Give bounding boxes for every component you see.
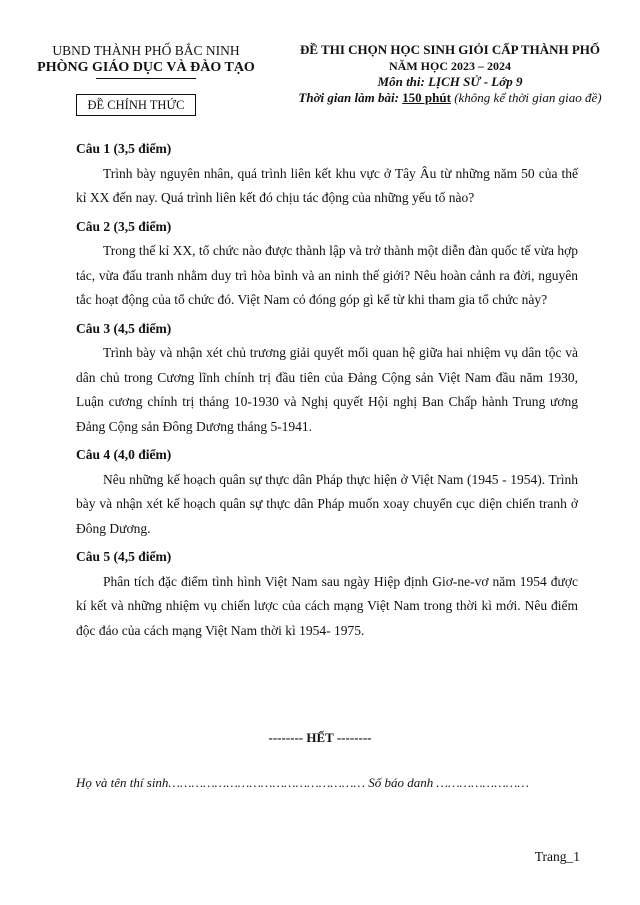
issuer-underline — [96, 78, 196, 79]
subject-prefix: Môn thi: — [377, 74, 425, 89]
question-body: Nêu những kế hoạch quân sự thực dân Pháp thực hiện ở Việt Nam (1945 - 1954). Trình bày và nhận xét kế hoạch quân sự thực dân Pháp muốn xoay chuyển cục diện chiến tranh ở Đông Dương. — [76, 471, 578, 536]
issuer-line-2: PHÒNG GIÁO DỤC VÀ ĐÀO TẠO — [37, 60, 255, 75]
exam-title: ĐỀ THI CHỌN HỌC SINH GIỎI CẤP THÀNH PHỐ — [299, 42, 600, 57]
questions-section — [76, 137, 578, 647]
subject-name: LỊCH SỬ - Lớp 9 — [428, 74, 523, 89]
question-body: Trong thế kỉ XX, tổ chức nào được thành lập và trở thành một diễn đàn quốc tế vừa hợp tác, vừa đấu tranh nhằm duy trì hòa bình và an ninh thế giới? Nêu hoàn cảnh ra đời, nguyên tắc hoạt động của tổ chức đó. Việt Nam có đóng góp gì kể từ khi tham gia tổ chức này? — [76, 243, 578, 307]
question-title: Câu 2 (3,5 điểm) — [76, 218, 172, 234]
time-value: 150 phút — [402, 90, 451, 105]
subject-line — [270, 74, 630, 90]
issuer-line-1: UBND THÀNH PHỐ BẮC NINH — [52, 43, 240, 58]
question-body: Phân tích đặc điểm tình hình Việt Nam sau ngày Hiệp định Giơ-ne-vơ năm 1954 được kí kết và những nhiệm vụ chiến lược của cách mạng Việt Nam trong thời kì mới. Nêu điểm độc đáo của cách mạng Việt Nam thời kì 1954- 1975. — [76, 573, 578, 638]
exam-title-block — [270, 42, 630, 106]
official-badge: ĐỀ CHÍNH THỨC — [76, 94, 196, 116]
question-body: Trình bày nguyên nhân, quá trình liên kết khu vực ở Tây Âu từ những năm 50 của thế kỉ XX đến nay. Quá trình liên kết đó chịu tác động của những yếu tố nào? — [76, 165, 578, 205]
time-prefix: Thời gian làm bài: — [298, 90, 399, 105]
time-note: (không kể thời gian giao đề) — [454, 90, 602, 105]
question-body: Trình bày và nhận xét chủ trương giải quyết mối quan hệ giữa hai nhiệm vụ dân tộc và dân chủ trong Cương lĩnh chính trị đầu tiên của Đảng Cộng sản Việt Nam đầu năm 1930, Luận cương chính trị tháng 10-1930 và Nghị quyết Hội nghị Ban Chấp hành Trung ương Đảng Cộng sản Đông Dương tháng 5-1941. — [76, 345, 578, 434]
question-title: Câu 5 (4,5 điểm) — [76, 549, 172, 564]
school-year: NĂM HỌC 2023 – 2024 — [389, 59, 511, 73]
question-title: Câu 4 (4,0 điểm) — [76, 447, 172, 462]
issuer-block — [22, 42, 270, 79]
question-title: Câu 3 (4,5 điểm) — [76, 320, 172, 336]
candidate-info-line: Họ và tên thí sinh…………………………………………… Số báo danh …………………… — [76, 775, 529, 790]
page-number: Trang_1 — [534, 849, 580, 864]
end-marker: -------- HẾT -------- — [268, 730, 372, 745]
time-line — [270, 90, 630, 106]
question-title: Câu 1 (3,5 điểm) — [76, 141, 172, 156]
